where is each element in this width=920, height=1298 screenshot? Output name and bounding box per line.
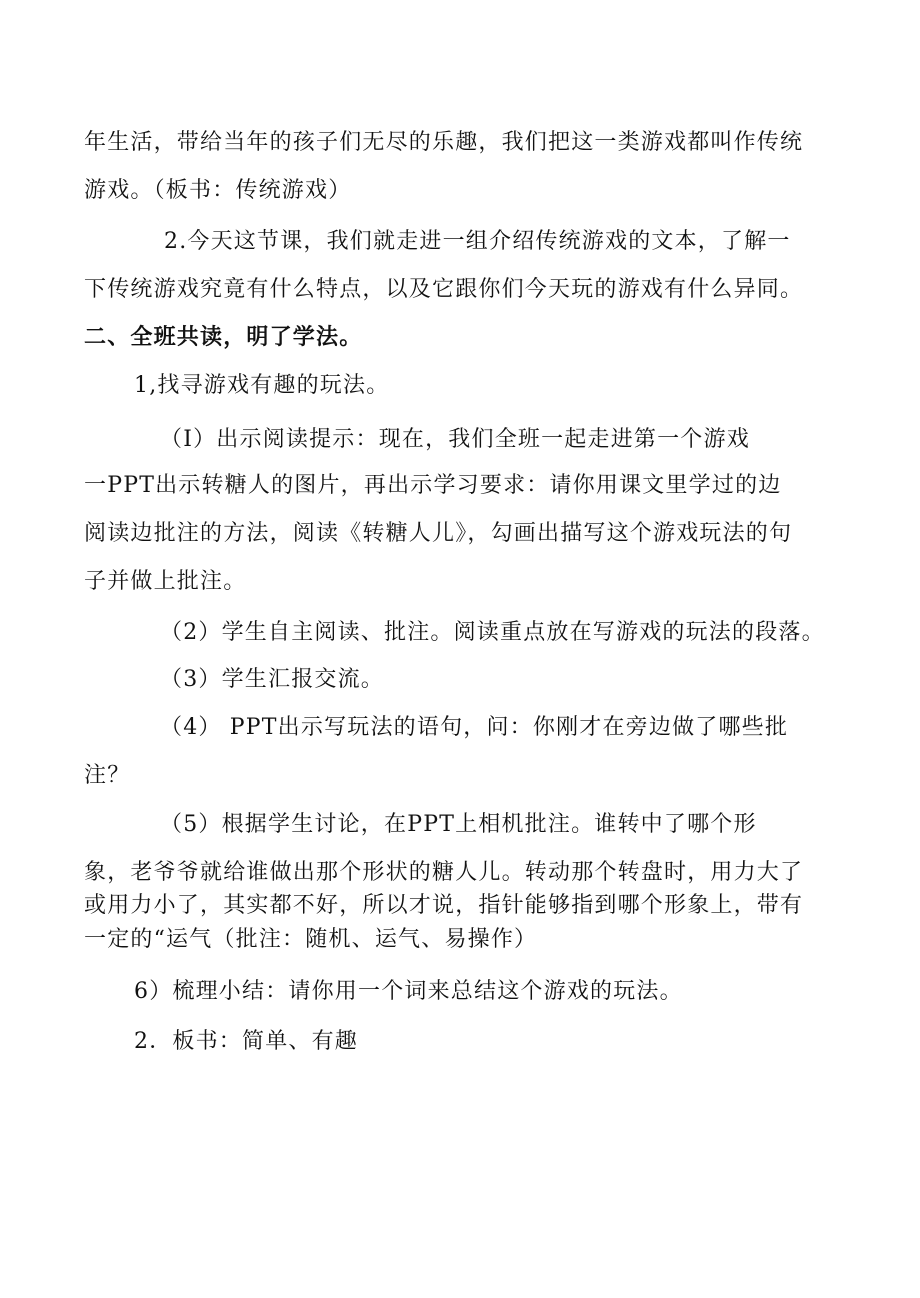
text-line: 年生活，带给当年的孩子们无尽的乐趣，我们把这一类游戏都叫作传统: [84, 130, 804, 155]
text-line: （I）出示阅读提示：现在，我们全班一起走进第一个游戏: [160, 427, 750, 452]
text-line: 一定的“运气（批注：随机、运气、易操作）: [84, 927, 538, 952]
text-line: 阅读边批注的方法，阅读《转糖人儿》，勾画出描写这个游戏玩法的句: [84, 521, 793, 546]
text-line: 下传统游戏究竟有什么特点，以及它跟你们今天玩的游戏有什么异同。: [84, 277, 804, 302]
text-line: 6）梳理小结：请你用一个词来总结这个游戏的玩法。: [134, 979, 683, 1004]
text-line: 子并做上批注。: [84, 569, 247, 594]
text-line: 1,找寻游戏有趣的玩法。: [134, 373, 390, 398]
text-line: 注？: [84, 763, 131, 788]
text-line: 游戏。（板书：传统游戏）: [84, 178, 352, 203]
text-line: 2．板书：简单、有趣: [134, 1029, 358, 1054]
text-line: （3）学生汇报交流。: [160, 667, 384, 692]
text-line: 或用力小了，其实都不好，所以才说，指针能够指到哪个形象上，带有: [84, 893, 804, 918]
text-line: 一PPT出示转糖人的图片，再出示学习要求：请你用课文里学过的边: [84, 473, 782, 498]
text-line: （5）根据学生讨论，在PPT上相机批注。谁转中了哪个形: [160, 812, 757, 837]
text-line: （2）学生自主阅读、批注。阅读重点放在写游戏的玩法的段落。: [160, 620, 825, 645]
text-line: 象，老爷爷就给谁做出那个形状的糖人儿。转动那个转盘时，用力大了: [84, 860, 804, 885]
section-heading: 二、全班共读，明了学法。: [84, 325, 363, 350]
text-line: （4） PPT出示写玩法的语句，问：你刚才在旁边做了哪些批: [160, 715, 789, 740]
text-line: 2.今天这节课，我们就走进一组介绍传统游戏的文本，了解一: [164, 229, 791, 254]
